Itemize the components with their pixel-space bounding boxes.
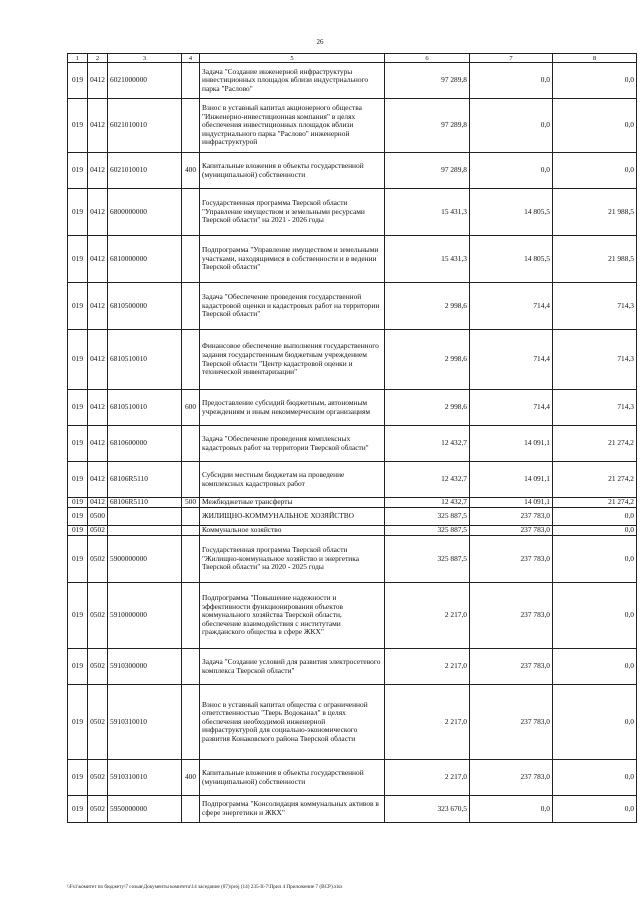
target-code-cell: 6810510010 [108, 330, 182, 390]
expense-type-cell [182, 685, 200, 760]
item-name-cell: Подпрограмма "Повышение надежности и эффективности функционирования объектов коммунального хозяйства Тверской области, обеспечение взаимодействия с институтами гражданского общества в сфере ЖКХ" [200, 583, 385, 649]
item-name-cell: Взнос в уставный капитал акционерного общества "Инженерно-инвестиционная компания" в целях обеспечения инвестиционных площадок вблизи индустриального парка "Раслово" инженерной инфраструктурой [200, 99, 385, 153]
target-code-cell: 5910310010 [108, 760, 182, 796]
target-code-cell: 68106R5110 [108, 462, 182, 498]
amount-year2-cell: 237 783,0 [470, 583, 553, 649]
chapter-code-cell: 019 [68, 462, 88, 498]
table-row [68, 498, 637, 508]
target-code-cell: 6021000000 [108, 63, 182, 99]
item-name-cell: ЖИЛИЩНО-КОММУНАЛЬНОЕ ХОЗЯЙСТВО [200, 508, 385, 526]
item-name-cell: Субсидии местным бюджетам на проведение комплексных кадастровых работ [200, 462, 385, 498]
item-name-cell: Межбюджетные трансферты [200, 498, 385, 508]
amount-year1-cell: 97 289,8 [385, 153, 470, 189]
amount-year3-cell: 714,3 [553, 283, 637, 330]
amount-year2-cell: 14 805,5 [470, 189, 553, 236]
column-header: 3 [108, 54, 182, 63]
amount-year2-cell: 237 783,0 [470, 760, 553, 796]
section-code-cell: 0502 [88, 685, 108, 760]
target-code-cell: 5910310010 [108, 685, 182, 760]
item-name-cell: Подпрограмма "Консолидация коммунальных активов в сфере энергетики и ЖКХ" [200, 796, 385, 823]
amount-year1-cell: 12 432,7 [385, 426, 470, 462]
target-code-cell: 6810510010 [108, 390, 182, 426]
amount-year3-cell: 714,3 [553, 330, 637, 390]
item-name-cell: Предоставление субсидий бюджетным, автономным учреждениям и иным некоммерческим организациям [200, 390, 385, 426]
table-row [68, 390, 637, 426]
amount-year2-cell: 14 805,5 [470, 236, 553, 283]
item-name-cell: Государственная программа Тверской области "Управление имуществом и земельными ресурсами Тверской области" на 2021 - 2026 годы [200, 189, 385, 236]
amount-year3-cell: 21 274,2 [553, 426, 637, 462]
amount-year1-cell: 2 998,6 [385, 330, 470, 390]
amount-year3-cell: 21 274,2 [553, 498, 637, 508]
item-name-cell: Задача "Обеспечение проведения государственной кадастровой оценки и кадастровых работ на территории Тверской области" [200, 283, 385, 330]
amount-year1-cell: 325 887,5 [385, 508, 470, 526]
expense-type-cell [182, 236, 200, 283]
target-code-cell: 6810600000 [108, 426, 182, 462]
item-name-cell: Задача "Создание инженерной инфраструктуры инвестиционных площадок вблизи индустриального парка "Раслово" [200, 63, 385, 99]
table-row [68, 796, 637, 823]
page-number: 26 [316, 38, 324, 46]
chapter-code-cell: 019 [68, 526, 88, 536]
amount-year2-cell: 237 783,0 [470, 536, 553, 583]
expense-type-cell [182, 649, 200, 685]
section-code-cell: 0502 [88, 526, 108, 536]
amount-year3-cell: 0,0 [553, 63, 637, 99]
table-row [68, 462, 637, 498]
column-header: 2 [88, 54, 108, 63]
item-name-cell: Государственная программа Тверской области "Жилищно-коммунальное хозяйство и энергетика Тверской области" на 2020 - 2025 годы [200, 536, 385, 583]
target-code-cell: 6021010010 [108, 153, 182, 189]
amount-year1-cell: 12 432,7 [385, 462, 470, 498]
amount-year2-cell: 237 783,0 [470, 508, 553, 526]
amount-year2-cell: 14 091,1 [470, 498, 553, 508]
column-header: 4 [182, 54, 200, 63]
expense-type-cell [182, 536, 200, 583]
expense-type-cell [182, 189, 200, 236]
expense-type-cell: 400 [182, 760, 200, 796]
section-code-cell: 0412 [88, 426, 108, 462]
section-code-cell: 0502 [88, 760, 108, 796]
section-code-cell: 0412 [88, 236, 108, 283]
amount-year2-cell: 714,4 [470, 390, 553, 426]
section-code-cell: 0502 [88, 536, 108, 583]
amount-year3-cell: 21 988,5 [553, 189, 637, 236]
file-path-footer: \\Fs1\комитет по бюджету\7 созыв\Документы комитета\14 заседание (07)\proj (14) 235-II-7\Прил 4 Приложение 7 (ВСР).xlsx [67, 884, 343, 890]
amount-year2-cell: 237 783,0 [470, 649, 553, 685]
expense-type-cell [182, 583, 200, 649]
item-name-cell: Задача "Создание условий для развития электросетевого комплекса Тверской области" [200, 649, 385, 685]
column-header: 7 [470, 54, 553, 63]
section-code-cell: 0412 [88, 283, 108, 330]
amount-year3-cell: 0,0 [553, 536, 637, 583]
column-header: 8 [553, 54, 637, 63]
chapter-code-cell: 019 [68, 426, 88, 462]
amount-year2-cell: 0,0 [470, 153, 553, 189]
amount-year1-cell: 2 998,6 [385, 390, 470, 426]
table-row [68, 63, 637, 99]
amount-year3-cell: 0,0 [553, 796, 637, 823]
table-row [68, 526, 637, 536]
chapter-code-cell: 019 [68, 153, 88, 189]
chapter-code-cell: 019 [68, 390, 88, 426]
expense-type-cell [182, 283, 200, 330]
item-name-cell: Взнос в уставный капитал общества с ограниченной ответственностью "Тверь Водоканал" в целях обеспечения необходимой инженерной инфраструктурой для социально-экономического развития Конаковского района Тверской области [200, 685, 385, 760]
amount-year1-cell: 15 431,3 [385, 189, 470, 236]
expense-type-cell [182, 99, 200, 153]
amount-year3-cell: 0,0 [553, 583, 637, 649]
target-code-cell [108, 508, 182, 526]
header-row [68, 54, 637, 63]
item-name-cell: Задача "Обеспечение проведения комплексных кадастровых работ на территории Тверской области" [200, 426, 385, 462]
target-code-cell: 6810000000 [108, 236, 182, 283]
amount-year3-cell: 0,0 [553, 649, 637, 685]
target-code-cell: 5950000000 [108, 796, 182, 823]
amount-year1-cell: 325 887,5 [385, 536, 470, 583]
expense-type-cell [182, 330, 200, 390]
table-row [68, 583, 637, 649]
table-row [68, 236, 637, 283]
section-code-cell: 0412 [88, 330, 108, 390]
chapter-code-cell: 019 [68, 685, 88, 760]
table-row [68, 760, 637, 796]
section-code-cell: 0412 [88, 462, 108, 498]
amount-year2-cell: 714,4 [470, 330, 553, 390]
target-code-cell: 6810500000 [108, 283, 182, 330]
chapter-code-cell: 019 [68, 760, 88, 796]
expense-type-cell: 600 [182, 390, 200, 426]
column-header: 6 [385, 54, 470, 63]
chapter-code-cell: 019 [68, 508, 88, 526]
amount-year2-cell: 714,4 [470, 283, 553, 330]
expense-type-cell: 400 [182, 153, 200, 189]
target-code-cell: 5910000000 [108, 583, 182, 649]
amount-year1-cell: 2 217,0 [385, 583, 470, 649]
amount-year2-cell: 14 091,1 [470, 426, 553, 462]
expense-type-cell [182, 63, 200, 99]
table-row [68, 99, 637, 153]
amount-year2-cell: 0,0 [470, 796, 553, 823]
item-name-cell: Финансовое обеспечение выполнения государственного задания государственным бюджетным учреждением Тверской области "Центр кадастровой оценки и технической инвентаризации" [200, 330, 385, 390]
column-header: 5 [200, 54, 385, 63]
amount-year3-cell: 0,0 [553, 760, 637, 796]
amount-year3-cell: 21 988,5 [553, 236, 637, 283]
expense-type-cell [182, 426, 200, 462]
amount-year1-cell: 12 432,7 [385, 498, 470, 508]
amount-year3-cell: 21 274,2 [553, 462, 637, 498]
amount-year2-cell: 237 783,0 [470, 685, 553, 760]
amount-year3-cell: 0,0 [553, 99, 637, 153]
item-name-cell: Подпрограмма "Управление имуществом и земельными участками, находящимися в собственности и в ведении Тверской области" [200, 236, 385, 283]
chapter-code-cell: 019 [68, 796, 88, 823]
amount-year2-cell: 0,0 [470, 63, 553, 99]
amount-year1-cell: 2 217,0 [385, 760, 470, 796]
table-body [68, 54, 637, 823]
chapter-code-cell: 019 [68, 283, 88, 330]
table-row [68, 330, 637, 390]
section-code-cell: 0412 [88, 390, 108, 426]
item-name-cell: Капитальные вложения в объекты государственной (муниципальной) собственности [200, 760, 385, 796]
expense-type-cell: 500 [182, 498, 200, 508]
section-code-cell: 0502 [88, 583, 108, 649]
amount-year1-cell: 97 289,8 [385, 63, 470, 99]
expense-type-cell [182, 526, 200, 536]
amount-year1-cell: 97 289,8 [385, 99, 470, 153]
chapter-code-cell: 019 [68, 189, 88, 236]
amount-year1-cell: 325 887,5 [385, 526, 470, 536]
amount-year1-cell: 2 217,0 [385, 649, 470, 685]
amount-year3-cell: 0,0 [553, 685, 637, 760]
section-code-cell: 0412 [88, 153, 108, 189]
section-code-cell: 0500 [88, 508, 108, 526]
chapter-code-cell: 019 [68, 583, 88, 649]
chapter-code-cell: 019 [68, 330, 88, 390]
section-code-cell: 0502 [88, 649, 108, 685]
target-code-cell: 6021010010 [108, 99, 182, 153]
target-code-cell: 6800000000 [108, 189, 182, 236]
table-row [68, 536, 637, 583]
table-row [68, 283, 637, 330]
target-code-cell: 5910300000 [108, 649, 182, 685]
column-header: 1 [68, 54, 88, 63]
amount-year1-cell: 2 998,6 [385, 283, 470, 330]
item-name-cell: Коммунальное хозяйство [200, 526, 385, 536]
amount-year1-cell: 2 217,0 [385, 685, 470, 760]
table-row [68, 426, 637, 462]
table-row [68, 153, 637, 189]
target-code-cell [108, 526, 182, 536]
amount-year2-cell: 0,0 [470, 99, 553, 153]
section-code-cell: 0412 [88, 63, 108, 99]
section-code-cell: 0412 [88, 498, 108, 508]
amount-year3-cell: 0,0 [553, 508, 637, 526]
expense-type-cell [182, 462, 200, 498]
amount-year1-cell: 323 670,5 [385, 796, 470, 823]
amount-year3-cell: 0,0 [553, 526, 637, 536]
chapter-code-cell: 019 [68, 498, 88, 508]
amount-year1-cell: 15 431,3 [385, 236, 470, 283]
expense-type-cell [182, 796, 200, 823]
table-row [68, 649, 637, 685]
section-code-cell: 0502 [88, 796, 108, 823]
item-name-cell: Капитальные вложения в объекты государственной (муниципальной) собственности [200, 153, 385, 189]
amount-year2-cell: 14 091,1 [470, 462, 553, 498]
table-row [68, 685, 637, 760]
amount-year2-cell: 237 783,0 [470, 526, 553, 536]
chapter-code-cell: 019 [68, 99, 88, 153]
chapter-code-cell: 019 [68, 63, 88, 99]
chapter-code-cell: 019 [68, 649, 88, 685]
table-row [68, 189, 637, 236]
table-row [68, 508, 637, 526]
budget-table [67, 53, 637, 823]
amount-year3-cell: 714,3 [553, 390, 637, 426]
amount-year3-cell: 0,0 [553, 153, 637, 189]
target-code-cell: 5900000000 [108, 536, 182, 583]
expense-type-cell [182, 508, 200, 526]
chapter-code-cell: 019 [68, 236, 88, 283]
target-code-cell: 68106R5110 [108, 498, 182, 508]
section-code-cell: 0412 [88, 189, 108, 236]
chapter-code-cell: 019 [68, 536, 88, 583]
section-code-cell: 0412 [88, 99, 108, 153]
